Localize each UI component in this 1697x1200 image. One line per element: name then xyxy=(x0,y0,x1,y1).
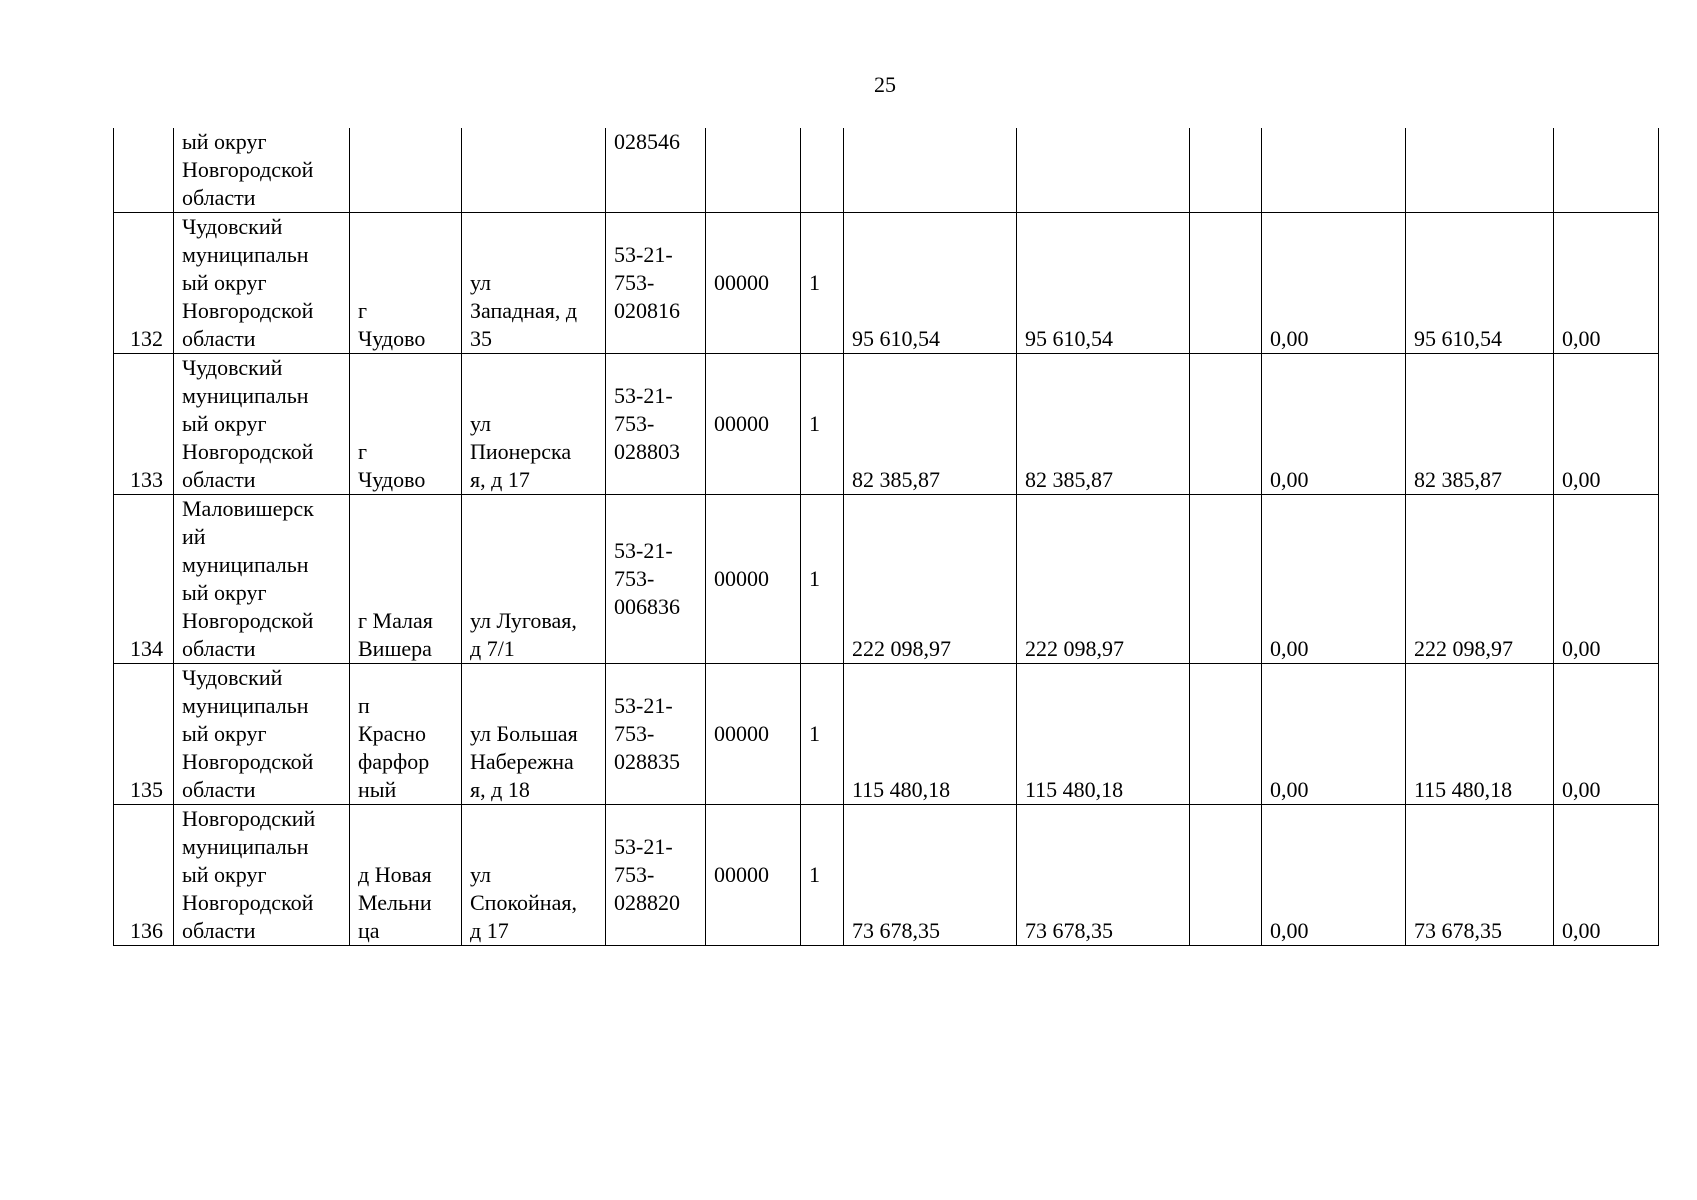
row-number xyxy=(114,128,174,213)
amount-empty-cell xyxy=(1190,354,1262,495)
code-cell: 53-21- 753- 028803 xyxy=(606,354,706,495)
code2-cell: 00000 xyxy=(706,213,801,354)
amount-cell: 95 610,54 xyxy=(1406,213,1554,354)
table-row xyxy=(114,495,1659,664)
district-cell: Чудовский муниципальн ый округ Новгородской области xyxy=(174,664,350,805)
address-cell xyxy=(462,128,606,213)
amount-cell: 95 610,54 xyxy=(1017,213,1190,354)
amount-empty-cell xyxy=(1190,805,1262,946)
code-cell: 53-21- 753- 028820 xyxy=(606,805,706,946)
amount-zero-cell: 0,00 xyxy=(1554,213,1659,354)
amount-cell: 73 678,35 xyxy=(1406,805,1554,946)
table-row xyxy=(114,664,1659,805)
address-cell: ул Луговая, д 7/1 xyxy=(462,495,606,664)
address-cell: ул Спокойная, д 17 xyxy=(462,805,606,946)
amount-cell: 73 678,35 xyxy=(1017,805,1190,946)
amount-zero-cell: 0,00 xyxy=(1554,805,1659,946)
row-number: 134 xyxy=(114,495,174,664)
amount-zero-cell xyxy=(1554,128,1659,213)
district-cell: Новгородский муниципальн ый округ Новгородской области xyxy=(174,805,350,946)
table-row xyxy=(114,805,1659,946)
amount-zero-cell: 0,00 xyxy=(1262,805,1406,946)
amount-cell: 115 480,18 xyxy=(1406,664,1554,805)
amount-zero-cell: 0,00 xyxy=(1262,213,1406,354)
code-cell: 53-21- 753- 028835 xyxy=(606,664,706,805)
amount-cell xyxy=(1406,128,1554,213)
count-cell xyxy=(801,128,844,213)
page-number: 25 xyxy=(874,72,896,97)
code-cell: 53-21- 753- 006836 xyxy=(606,495,706,664)
amount-zero-cell xyxy=(1262,128,1406,213)
row-number: 133 xyxy=(114,354,174,495)
amount-zero-cell: 0,00 xyxy=(1554,495,1659,664)
amount-cell: 82 385,87 xyxy=(1017,354,1190,495)
row-number: 136 xyxy=(114,805,174,946)
amount-total-cell: 82 385,87 xyxy=(844,354,1017,495)
count-cell: 1 xyxy=(801,213,844,354)
district-cell: Чудовский муниципальн ый округ Новгородской области xyxy=(174,354,350,495)
locality-cell: д Новая Мельни ца xyxy=(350,805,462,946)
amount-total-cell: 222 098,97 xyxy=(844,495,1017,664)
code-cell: 028546 xyxy=(606,128,706,213)
district-cell: ый округ Новгородской области xyxy=(174,128,350,213)
amount-cell: 222 098,97 xyxy=(1406,495,1554,664)
row-number: 135 xyxy=(114,664,174,805)
amount-total-cell xyxy=(844,128,1017,213)
amount-cell: 82 385,87 xyxy=(1406,354,1554,495)
amount-cell: 115 480,18 xyxy=(1017,664,1190,805)
amount-zero-cell: 0,00 xyxy=(1262,495,1406,664)
row-number: 132 xyxy=(114,213,174,354)
amount-zero-cell: 0,00 xyxy=(1262,664,1406,805)
code2-cell: 00000 xyxy=(706,805,801,946)
locality-cell: п Красно фарфор ный xyxy=(350,664,462,805)
amount-empty-cell xyxy=(1190,213,1262,354)
count-cell: 1 xyxy=(801,805,844,946)
code-cell: 53-21- 753- 020816 xyxy=(606,213,706,354)
amount-empty-cell xyxy=(1190,128,1262,213)
locality-cell: г Чудово xyxy=(350,213,462,354)
locality-cell: г Чудово xyxy=(350,354,462,495)
code2-cell: 00000 xyxy=(706,354,801,495)
district-cell: Чудовский муниципальн ый округ Новгородской области xyxy=(174,213,350,354)
code2-cell: 00000 xyxy=(706,664,801,805)
amount-cell xyxy=(1017,128,1190,213)
amount-total-cell: 95 610,54 xyxy=(844,213,1017,354)
code2-cell xyxy=(706,128,801,213)
register-table xyxy=(113,128,1659,946)
table-row xyxy=(114,128,1659,213)
count-cell: 1 xyxy=(801,495,844,664)
address-cell: ул Пионерска я, д 17 xyxy=(462,354,606,495)
amount-zero-cell: 0,00 xyxy=(1554,354,1659,495)
amount-empty-cell xyxy=(1190,664,1262,805)
code2-cell: 00000 xyxy=(706,495,801,664)
count-cell: 1 xyxy=(801,354,844,495)
amount-total-cell: 73 678,35 xyxy=(844,805,1017,946)
table-row xyxy=(114,213,1659,354)
count-cell: 1 xyxy=(801,664,844,805)
locality-cell: г Малая Вишера xyxy=(350,495,462,664)
amount-cell: 222 098,97 xyxy=(1017,495,1190,664)
amount-empty-cell xyxy=(1190,495,1262,664)
table-row xyxy=(114,354,1659,495)
address-cell: ул Большая Набережна я, д 18 xyxy=(462,664,606,805)
amount-total-cell: 115 480,18 xyxy=(844,664,1017,805)
amount-zero-cell: 0,00 xyxy=(1262,354,1406,495)
locality-cell xyxy=(350,128,462,213)
district-cell: Маловишерск ий муниципальн ый округ Новгородской области xyxy=(174,495,350,664)
amount-zero-cell: 0,00 xyxy=(1554,664,1659,805)
address-cell: ул Западная, д 35 xyxy=(462,213,606,354)
